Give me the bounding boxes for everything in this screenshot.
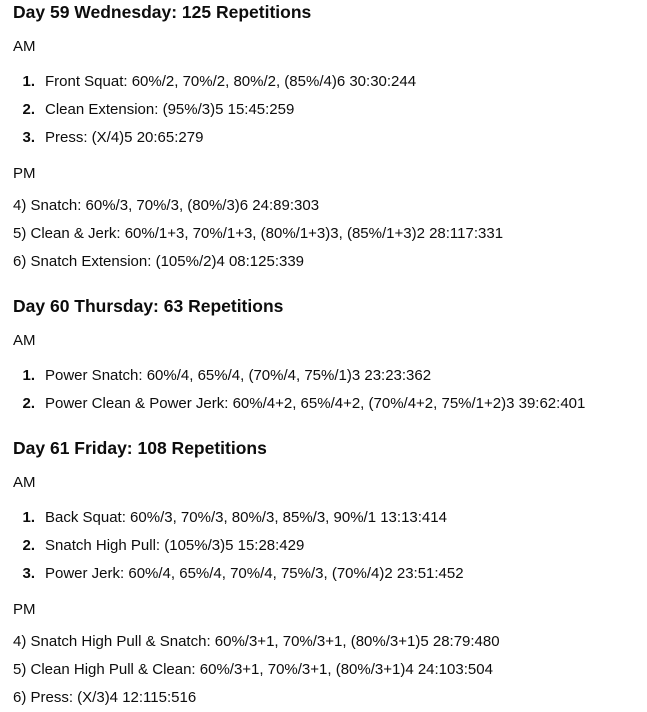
day-heading: Day 59 Wednesday: 125 Repetitions <box>13 2 312 22</box>
item-number: 1. <box>22 73 35 90</box>
am-exercise-list <box>13 362 643 418</box>
day-section-60 <box>13 294 643 418</box>
session-label-am: AM <box>13 474 36 491</box>
item-number: 3. <box>22 129 35 146</box>
list-item: 5) Clean & Jerk: 60%/1+3, 70%/1+3, (80%/1+3)3, (85%/1+3)2 28:117:331 <box>13 225 504 242</box>
list-item <box>13 124 643 152</box>
item-text: Press: (X/4)5 20:65:279 <box>45 129 204 146</box>
list-item <box>13 504 643 532</box>
item-text: Clean Extension: (95%/3)5 15:45:259 <box>45 101 295 118</box>
item-number: 2. <box>22 101 35 118</box>
list-item: 6) Press: (X/3)4 12:115:516 <box>13 689 197 706</box>
day-section-61 <box>13 436 643 712</box>
item-number: 1. <box>22 509 35 526</box>
workout-document <box>13 0 643 712</box>
list-item <box>13 96 643 124</box>
item-text: Snatch High Pull: (105%/3)5 15:28:429 <box>45 537 305 554</box>
list-item: 4) Snatch: 60%/3, 70%/3, (80%/3)6 24:89:303 <box>13 197 320 214</box>
list-item <box>13 362 643 390</box>
item-number: 2. <box>22 537 35 554</box>
list-item <box>13 68 643 96</box>
am-exercise-list <box>13 504 643 588</box>
list-item: 5) Clean High Pull & Clean: 60%/3+1, 70%/3+1, (80%/3+1)4 24:103:504 <box>13 661 493 678</box>
list-item <box>13 560 643 588</box>
item-number: 2. <box>22 395 35 412</box>
session-label-am: AM <box>13 38 36 55</box>
list-item <box>13 532 643 560</box>
day-section-59 <box>13 0 643 276</box>
list-item: 6) Snatch Extension: (105%/2)4 08:125:339 <box>13 253 305 270</box>
item-text: Power Snatch: 60%/4, 65%/4, (70%/4, 75%/1)3 23:23:362 <box>45 367 432 384</box>
day-heading: Day 61 Friday: 108 Repetitions <box>13 438 267 458</box>
session-label-pm: PM <box>13 165 36 182</box>
pm-exercise-list <box>13 192 643 276</box>
item-number: 3. <box>22 565 35 582</box>
item-text: Front Squat: 60%/2, 70%/2, 80%/2, (85%/4)6 30:30:244 <box>45 73 417 90</box>
session-label-am: AM <box>13 332 36 349</box>
session-label-pm: PM <box>13 601 36 618</box>
item-number: 1. <box>22 367 35 384</box>
item-text: Back Squat: 60%/3, 70%/3, 80%/3, 85%/3, 90%/1 13:13:414 <box>45 509 447 526</box>
list-item: 4) Snatch High Pull & Snatch: 60%/3+1, 70%/3+1, (80%/3+1)5 28:79:480 <box>13 633 500 650</box>
item-text: Power Clean & Power Jerk: 60%/4+2, 65%/4+2, (70%/4+2, 75%/1+2)3 39:62:401 <box>45 395 586 412</box>
list-item <box>13 390 643 418</box>
pm-exercise-list <box>13 628 643 712</box>
am-exercise-list <box>13 68 643 152</box>
day-heading: Day 60 Thursday: 63 Repetitions <box>13 296 284 316</box>
item-text: Power Jerk: 60%/4, 65%/4, 70%/4, 75%/3, (70%/4)2 23:51:452 <box>45 565 464 582</box>
